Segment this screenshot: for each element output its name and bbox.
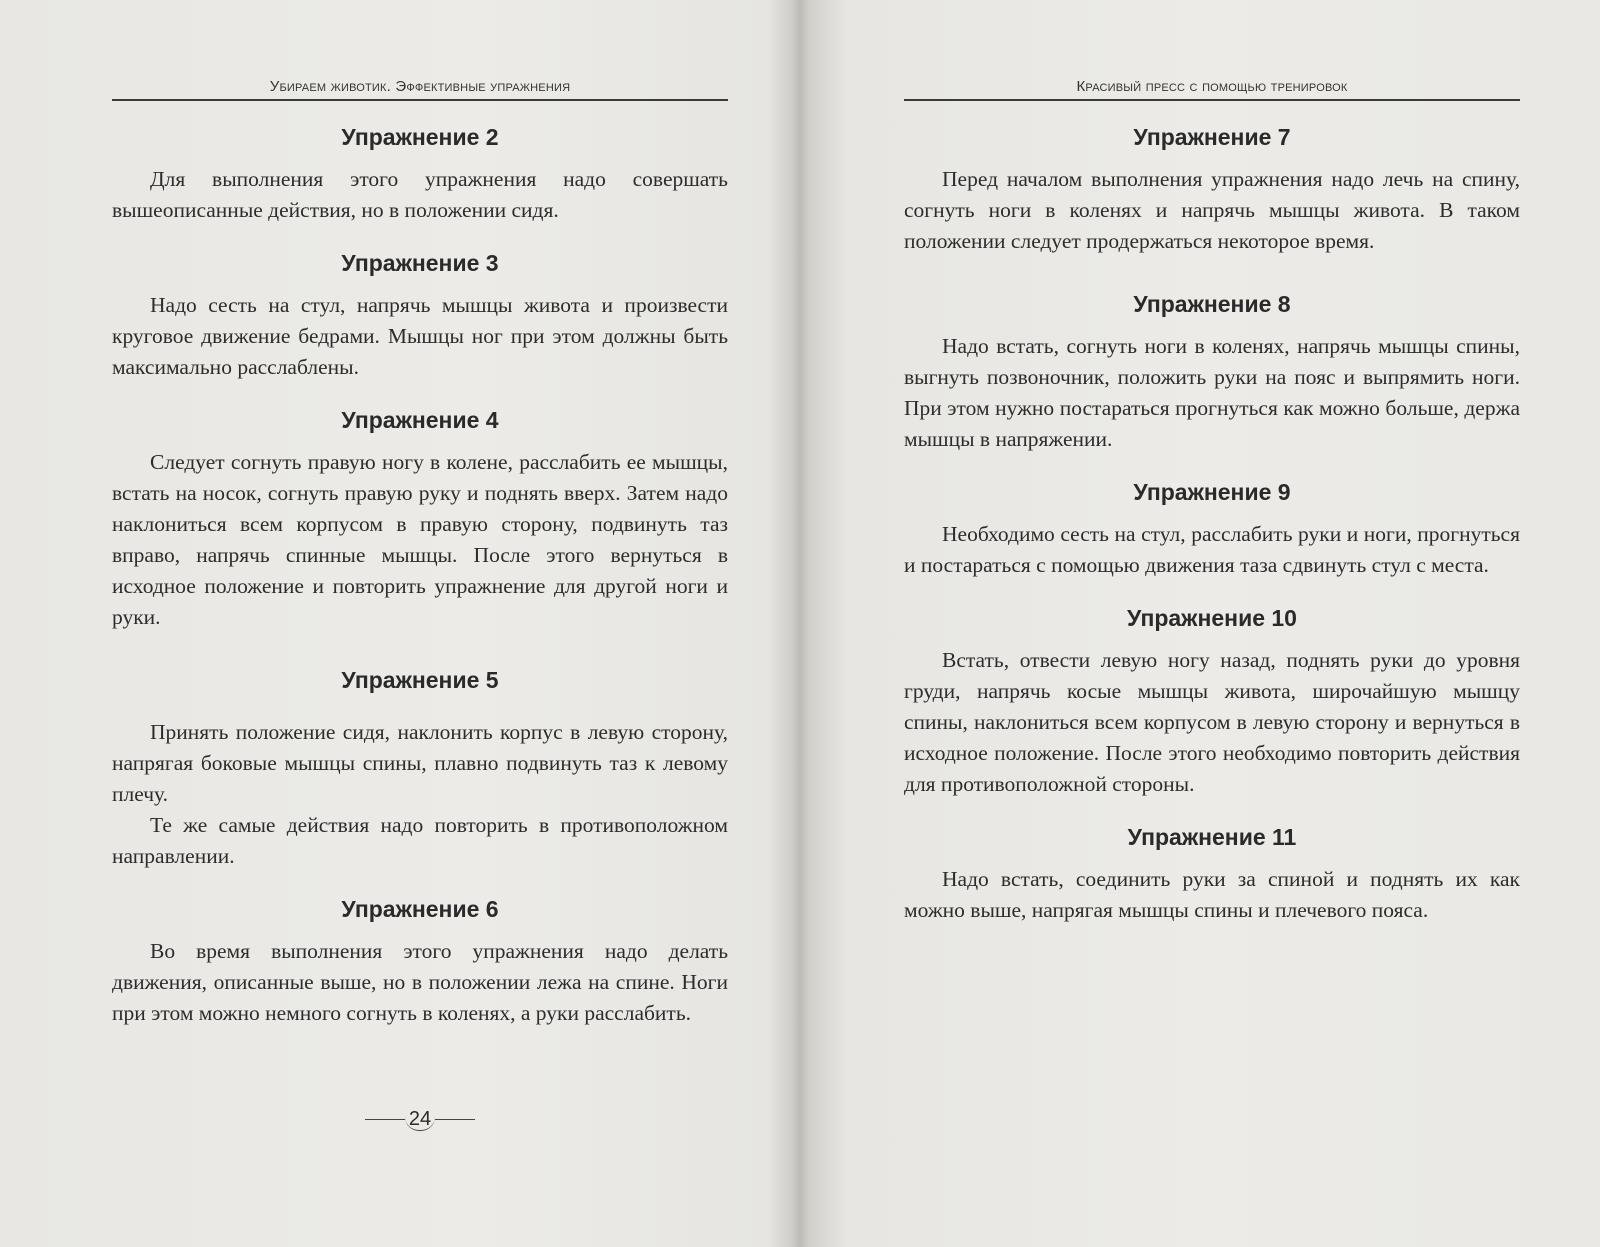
right-page-content [904, 118, 1520, 926]
left-header-rule [112, 99, 728, 101]
exercise-10-text: Встать, отвести левую ногу назад, поднять руки до уровня груди, напрячь косые мышцы живота, широчайшую мышцу спины, наклониться всем корпусом в левую сторону и вернуться в исходное положение. После этого необходимо повторить действия для противоположной стороны. [904, 648, 1520, 796]
exercise-5-title: Упражнение 5 [341, 667, 499, 693]
exercise-2-text: Для выполнения этого упражнения надо совершать вышеописанные действия, но в положении сидя. [112, 167, 728, 222]
exercise-11-title: Упражнение 11 [1127, 824, 1297, 850]
exercise-5-text-2: Те же самые действия надо повторить в противоположном направлении. [112, 813, 728, 868]
page-number-block [112, 1108, 728, 1131]
exercise-8-title: Упражнение 8 [1133, 291, 1291, 317]
exercise-6-title: Упражнение 6 [341, 896, 499, 922]
exercise-9-text: Необходимо сесть на стул, расслабить руки и ноги, прогнуться и постараться с помощью движения таза сдвинуть стул с места. [904, 522, 1520, 577]
right-page [904, 0, 1520, 1247]
exercise-8-text: Надо встать, согнуть ноги в коленях, напрячь мышцы спины, выгнуть позвоночник, положить руки на пояс и выпрямить ноги. При этом нужно постараться прогнуться как можно больше, держа мышцы в напряжении. [904, 334, 1520, 451]
exercise-5-text-1: Принять положение сидя, наклонить корпус в левую сторону, напрягая боковые мышцы спины, плавно подвинуть таз к левому плечу. [112, 720, 728, 806]
exercise-7-text: Перед началом выполнения упражнения надо лечь на спину, согнуть ноги в коленях и напрячь мышцы живота. В таком положении следует продержаться некоторое время. [904, 167, 1520, 253]
exercise-10-title: Упражнение 10 [1127, 605, 1297, 631]
exercise-3-text: Надо сесть на стул, напрячь мышцы живота и произвести круговое движение бедрами. Мышцы ног при этом должны быть максимально расслаблены. [112, 293, 728, 379]
right-running-head: Красивый пресс с помощью тренировок [1076, 78, 1348, 95]
exercise-9-title: Упражнение 9 [1133, 479, 1291, 505]
left-page-content [112, 118, 728, 1029]
exercise-11-text: Надо встать, соединить руки за спиной и поднять их как можно выше, напрягая мышцы спины и плечевого пояса. [904, 867, 1520, 922]
exercise-4-text: Следует согнуть правую ногу в колене, расслабить ее мышцы, встать на носок, согнуть правую руку и поднять вверх. Затем надо наклониться всем корпусом в правую сторону, подвинуть таз вправо, напрячь спинные мышцы. После этого вернуться в исходное положение и повторить упражнение для другой ноги и руки. [112, 450, 728, 629]
right-header-rule [904, 99, 1520, 101]
page-number: 24 [405, 1108, 435, 1131]
exercise-7-title: Упражнение 7 [1133, 124, 1291, 150]
exercise-2-title: Упражнение 2 [341, 124, 499, 150]
folio-left-rule [365, 1119, 405, 1121]
exercise-6-text: Во время выполнения этого упражнения надо делать движения, описанные выше, но в положении лежа на спине. Ноги при этом можно немного согнуть в коленях, а руки расслабить. [112, 939, 728, 1025]
left-running-head: Убираем животик. Эффективные упражнения [269, 78, 571, 95]
exercise-4-title: Упражнение 4 [341, 407, 499, 433]
exercise-3-title: Упражнение 3 [341, 250, 499, 276]
left-page [112, 0, 728, 1247]
folio-right-rule [435, 1119, 475, 1121]
